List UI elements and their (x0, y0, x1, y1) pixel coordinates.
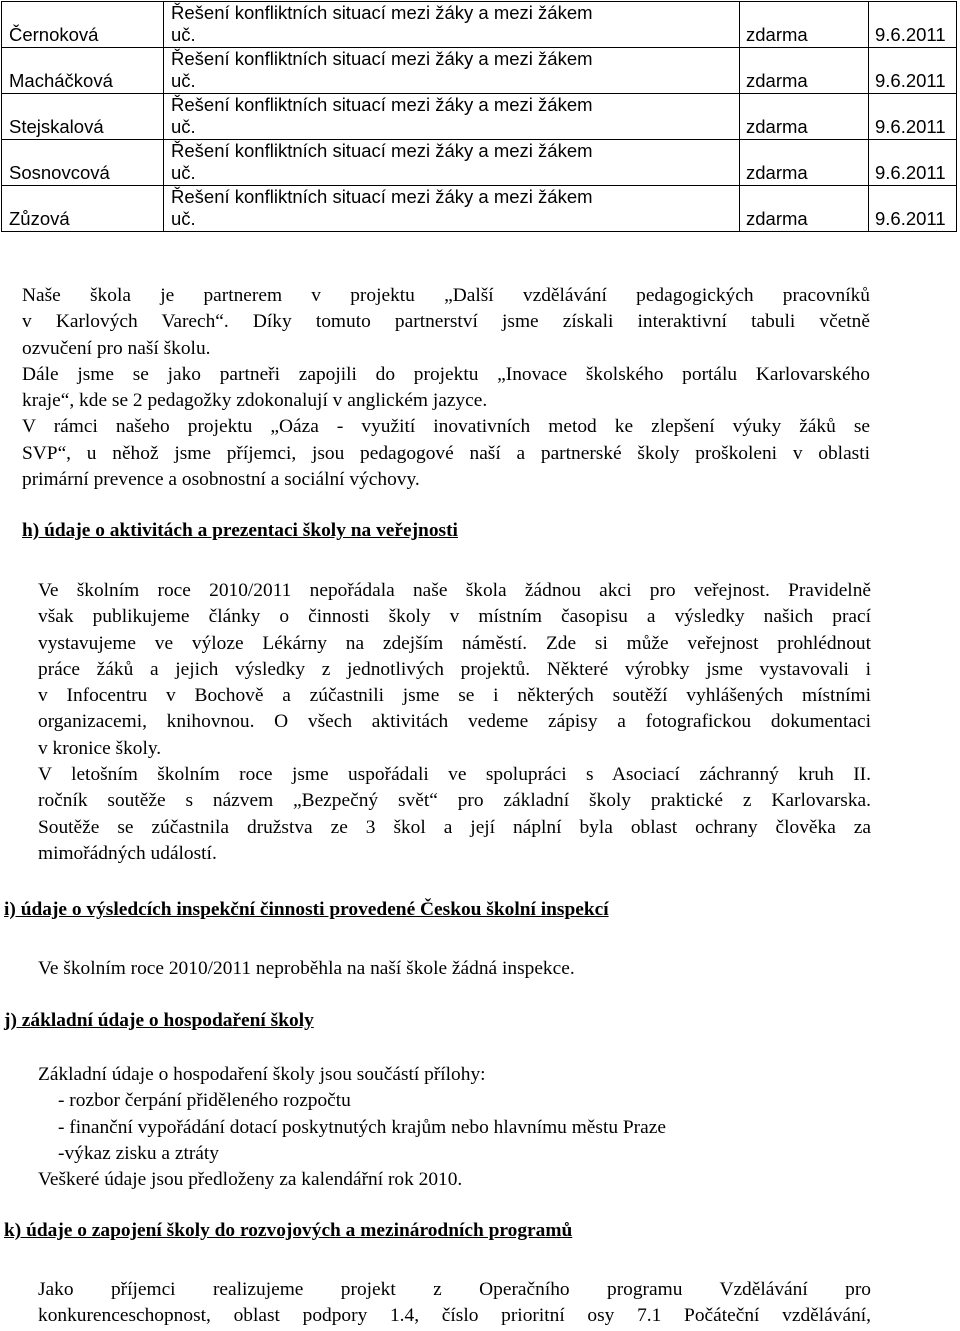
text-line: primární prevence a osobnostní a sociální výchovy. (22, 469, 420, 491)
cell-text: uč. (171, 24, 196, 45)
cell-text: 9.6.2011 (875, 162, 946, 183)
list-item: - finanční vypořádání dotací poskytnutých krajům nebo hlavnímu městu Praze (58, 1116, 666, 1138)
participant-name-cell (2, 186, 164, 232)
list-item: - rozbor čerpání přiděleného rozpočtu (58, 1090, 351, 1112)
price-cell (740, 2, 869, 48)
text-line: Základní údaje o hospodaření školy jsou součástí přílohy: (38, 1064, 486, 1085)
cell-text: Řešení konfliktních situací mezi žáky a mezi žákem (171, 186, 593, 207)
cell-text: 9.6.2011 (875, 208, 946, 229)
text-line: Soutěže se zúčastnila družstva ze 3 škol a její náplní byla oblast ochrany člověka za (38, 816, 871, 838)
section-j-body (38, 1062, 666, 1193)
participant-name-cell (2, 140, 164, 186)
training-table (1, 1, 957, 232)
text-line: v Karlových Varech“. Díky tomuto partnerství jsme získali interaktivní tabuli včetně (22, 311, 870, 333)
cell-text: zdarma (746, 70, 808, 91)
course-title-cell (164, 140, 740, 186)
cell-text: zdarma (746, 24, 808, 45)
cell-text: zdarma (746, 116, 808, 137)
text-line: Naše škola je partnerem v projektu „Další vzdělávání pedagogických pracovníků (22, 285, 870, 306)
section-k-heading: k) údaje o zapojení školy do rozvojových a mezinárodních programů (4, 1220, 573, 1241)
date-cell (869, 2, 957, 48)
section-k-body (38, 1277, 871, 1330)
cell-text: Macháčková (9, 70, 113, 91)
text-line: Jako příjemci realizujeme projekt z Operačního programu Vzdělávání pro (38, 1279, 871, 1300)
cell-text: zdarma (746, 208, 808, 229)
list-item: -výkaz zisku a ztráty (58, 1142, 219, 1164)
section-i-body: Ve školním roce 2010/2011 neproběhla na naší škole žádná inspekce. (38, 958, 575, 979)
text-line: konkurenceschopnost, oblast podpory 1.4, číslo prioritní osy 7.1 Počáteční vzdělávání, (38, 1305, 871, 1327)
cell-text: Řešení konfliktních situací mezi žáky a mezi žákem (171, 94, 593, 115)
text-line: organizacemi, knihovnou. O všech aktivitách vedeme zápisy a fotografickou dokumentaci (38, 711, 871, 733)
cell-text: uč. (171, 208, 196, 229)
participant-name-cell (2, 94, 164, 140)
text-line: kraje“, kde se 2 pedagožky zdokonalují v anglickém jazyce. (22, 390, 488, 412)
cell-text: uč. (171, 70, 196, 91)
cell-text: Sosnovcová (9, 162, 110, 183)
section-h-body (38, 578, 871, 867)
text-line: Ve školním roce 2010/2011 nepořádala naše škola žádnou akci pro veřejnost. Pravidelně (38, 580, 871, 601)
text-line: V letošním školním roce jsme uspořádali ve spolupráci s Asociací záchranný kruh II. (38, 764, 871, 786)
table-row (2, 186, 957, 232)
text-line: v kronice školy. (38, 737, 162, 759)
text-line: Veškeré údaje jsou předloženy za kalendářní rok 2010. (38, 1169, 463, 1191)
date-cell (869, 48, 957, 94)
cell-text: zdarma (746, 162, 808, 183)
section-j-heading: j) základní údaje o hospodaření školy (4, 1010, 314, 1031)
text-line: ozvučení pro naší školu. (22, 337, 211, 359)
cell-text: 9.6.2011 (875, 116, 946, 137)
text-line: V rámci našeho projektu „Oáza - využití inovativních metod ke zlepšení výuky žáků se (22, 416, 870, 438)
text-line: v Infocentru v Bochově a zúčastnili jsme se i některých soutěží vyhlášených místními (38, 685, 871, 707)
cell-text: Řešení konfliktních situací mezi žáky a mezi žákem (171, 2, 593, 23)
price-cell (740, 94, 869, 140)
text-line: vystavujeme ve výloze Lékárny na zdejším náměstí. Zde si může veřejnost prohlédnout (38, 632, 871, 654)
partner-paragraph (22, 283, 870, 493)
table-row (2, 2, 957, 48)
course-title-cell (164, 186, 740, 232)
price-cell (740, 140, 869, 186)
cell-text: Stejskalová (9, 116, 104, 137)
price-cell (740, 48, 869, 94)
cell-text: Zůzová (9, 208, 70, 229)
cell-text: Řešení konfliktních situací mezi žáky a mezi žákem (171, 140, 593, 161)
table-row (2, 48, 957, 94)
course-title-cell (164, 2, 740, 48)
text-line: Dále jsme se jako partneři zapojili do projektu „Inovace školského portálu Karlovarského (22, 363, 870, 385)
text-line: práce žáků a jejich výsledky z jednotlivých projektů. Některé výrobky jsme vystavovali i (38, 658, 871, 680)
text-line: však publikujeme články o činnosti školy v místním časopisu a výsledky našich prací (38, 606, 871, 628)
cell-text: uč. (171, 162, 196, 183)
section-h-heading: h) údaje o aktivitách a prezentaci školy na veřejnosti (22, 520, 458, 541)
text-line: mimořádných událostí. (38, 842, 217, 864)
cell-text: uč. (171, 116, 196, 137)
table-row (2, 140, 957, 186)
table-row (2, 94, 957, 140)
price-cell (740, 186, 869, 232)
text-line: SVP“, u něhož jsme příjemci, jsou pedagogové naší a partnerské školy proškoleni v oblasti (22, 442, 870, 464)
date-cell (869, 186, 957, 232)
course-title-cell (164, 48, 740, 94)
course-title-cell (164, 94, 740, 140)
participant-name-cell (2, 48, 164, 94)
cell-text: 9.6.2011 (875, 70, 946, 91)
date-cell (869, 140, 957, 186)
cell-text: 9.6.2011 (875, 24, 946, 45)
participant-name-cell (2, 2, 164, 48)
date-cell (869, 94, 957, 140)
text-line: ročník soutěže s názvem „Bezpečný svět“ pro základní školy praktické z Karlovarska. (38, 790, 871, 812)
cell-text: Řešení konfliktních situací mezi žáky a mezi žákem (171, 48, 593, 69)
cell-text: Černoková (9, 24, 99, 45)
section-i-heading: i) údaje o výsledcích inspekční činnosti provedené Českou školní inspekcí (4, 899, 609, 920)
